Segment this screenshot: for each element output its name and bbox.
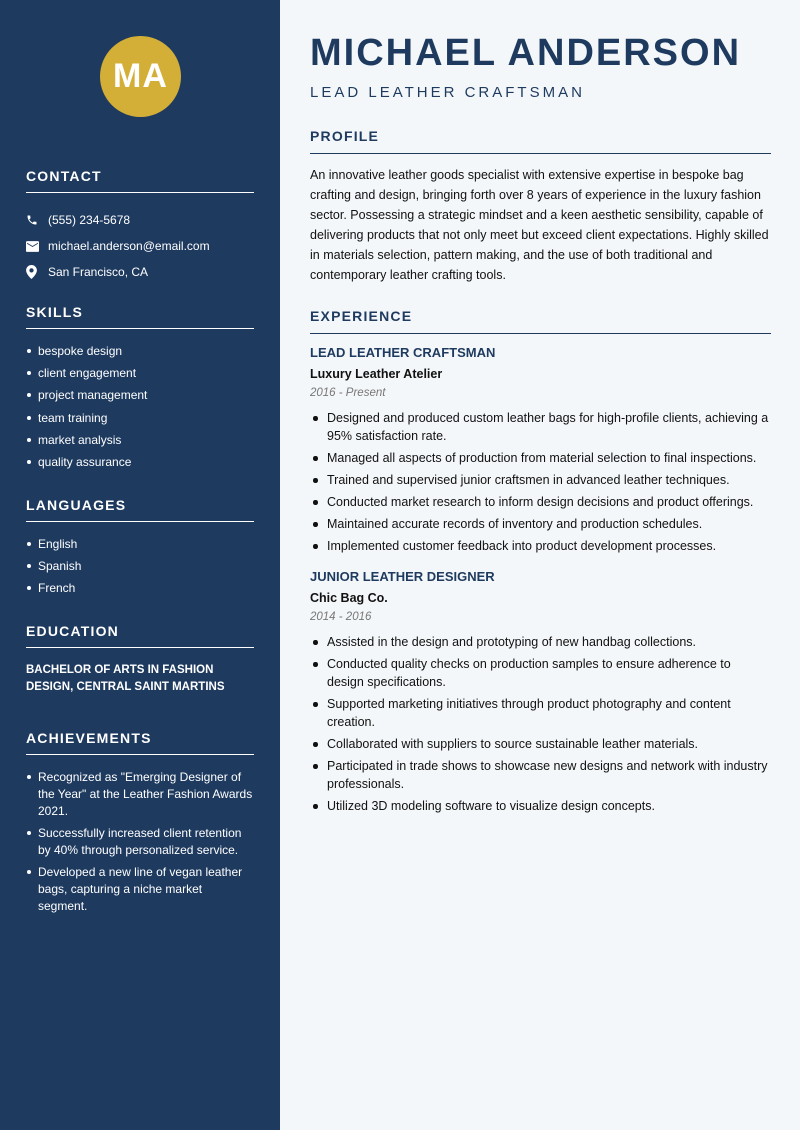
job-bullet: Utilized 3D modeling software to visualize design concepts. xyxy=(310,797,771,815)
education-section xyxy=(26,623,254,696)
contact-location xyxy=(26,259,254,285)
job-bullet: Designed and produced custom leather bags for high-profile clients, achieving a 95% satisfaction rate. xyxy=(310,409,771,445)
phone-icon xyxy=(26,214,48,226)
job-bullet: Managed all aspects of production from material selection to final inspections. xyxy=(310,449,771,467)
job-bullet: Maintained accurate records of inventory and production schedules. xyxy=(310,515,771,533)
job-title: LEAD LEATHER CRAFTSMAN xyxy=(310,345,496,360)
skill-item: quality assurance xyxy=(26,454,254,470)
languages-list xyxy=(26,536,254,596)
skill-item: bespoke design xyxy=(26,343,254,359)
location-text: San Francisco, CA xyxy=(48,265,149,279)
profile-heading: PROFILE xyxy=(310,128,771,154)
job-bullets xyxy=(310,409,771,555)
candidate-title: LEAD LEATHER CRAFTSMAN xyxy=(310,84,585,101)
achievements-heading: ACHIEVEMENTS xyxy=(26,730,254,755)
language-item: English xyxy=(26,536,254,552)
experience-heading: EXPERIENCE xyxy=(310,308,771,334)
achievement-item: Recognized as "Emerging Designer of the Year" at the Leather Fashion Awards 2021. xyxy=(26,769,254,820)
experience-section xyxy=(310,308,771,819)
languages-section xyxy=(26,497,254,603)
job-bullet: Trained and supervised junior craftsmen in advanced leather techniques. xyxy=(310,471,771,489)
job-bullet: Collaborated with suppliers to source sustainable leather materials. xyxy=(310,735,771,753)
job-title: JUNIOR LEATHER DESIGNER xyxy=(310,569,495,584)
contact-phone xyxy=(26,207,254,233)
job-dates: 2016 - Present xyxy=(310,387,386,399)
skills-section xyxy=(26,304,254,476)
job-bullet: Conducted quality checks on production samples to ensure adherence to design specifications. xyxy=(310,655,771,691)
skills-heading: SKILLS xyxy=(26,304,254,329)
job-bullet: Conducted market research to inform design decisions and product offerings. xyxy=(310,493,771,511)
achievement-item: Developed a new line of vegan leather bags, capturing a niche market segment. xyxy=(26,864,254,915)
avatar: MA xyxy=(100,36,181,117)
achievements-list xyxy=(26,769,254,915)
job-bullet: Supported marketing initiatives through product photography and content creation. xyxy=(310,695,771,731)
achievement-item: Successfully increased client retention by 40% through personalized service. xyxy=(26,825,254,859)
skill-item: client engagement xyxy=(26,365,254,381)
language-item: Spanish xyxy=(26,558,254,574)
contact-email xyxy=(26,233,254,259)
job-bullet: Participated in trade shows to showcase new designs and network with industry professionals. xyxy=(310,757,771,793)
job-company: Luxury Leather Atelier xyxy=(310,367,443,381)
job-dates: 2014 - 2016 xyxy=(310,611,372,623)
job-bullets xyxy=(310,633,771,815)
skills-list xyxy=(26,343,254,470)
sidebar xyxy=(0,0,280,1130)
languages-heading: LANGUAGES xyxy=(26,497,254,522)
envelope-icon xyxy=(26,241,48,252)
contact-section xyxy=(26,168,254,285)
education-heading: EDUCATION xyxy=(26,623,254,648)
skill-item: team training xyxy=(26,410,254,426)
location-pin-icon xyxy=(26,265,48,279)
email-text[interactable]: michael.anderson@email.com xyxy=(48,239,210,253)
contact-heading: CONTACT xyxy=(26,168,254,193)
job-company: Chic Bag Co. xyxy=(310,591,388,605)
skill-item: market analysis xyxy=(26,432,254,448)
candidate-name: MICHAEL ANDERSON xyxy=(310,32,742,74)
achievements-section xyxy=(26,730,254,920)
job-entry xyxy=(310,569,771,815)
skill-item: project management xyxy=(26,387,254,403)
job-bullet: Implemented customer feedback into product development processes. xyxy=(310,537,771,555)
profile-section xyxy=(310,128,771,285)
language-item: French xyxy=(26,580,254,596)
job-bullet: Assisted in the design and prototyping of new handbag collections. xyxy=(310,633,771,651)
job-entry xyxy=(310,345,771,555)
education-degree: BACHELOR OF ARTS IN FASHION DESIGN, CENTRAL SAINT MARTINS xyxy=(26,664,225,693)
phone-text[interactable]: (555) 234-5678 xyxy=(48,213,131,227)
profile-text: An innovative leather goods specialist with extensive expertise in bespoke bag crafting and design, bringing forth over 8 years of experience in the luxury fashion sector. Possessing a strategic mindset and a keen aesthetic sensibility, capable of delivering products that not only meet but exceed client expectations. Highly skilled in materials selection, pattern making, and the use of both traditional and contemporary leather crafting tools. xyxy=(310,168,769,282)
